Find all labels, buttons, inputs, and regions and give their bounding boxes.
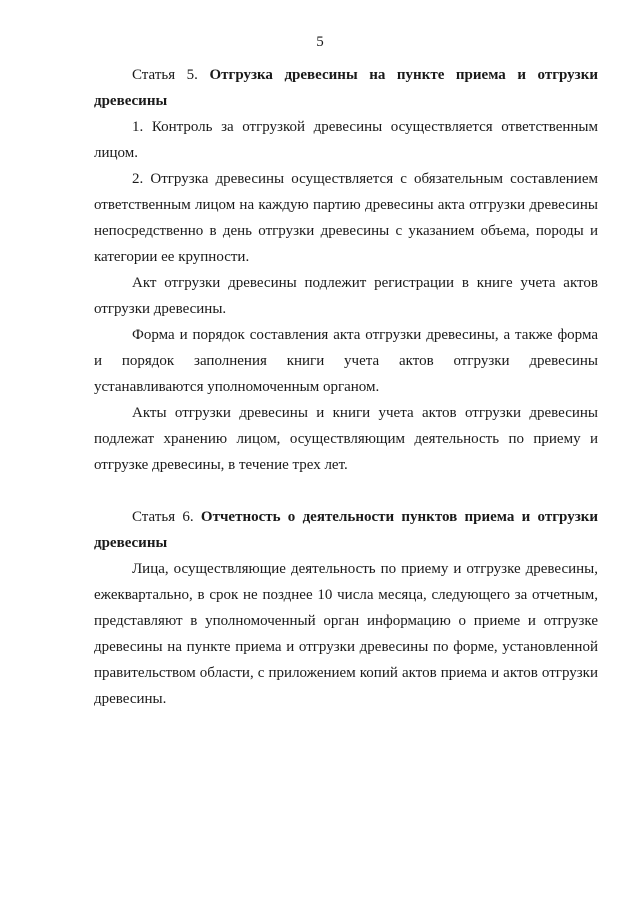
- article-label: Статья 5.: [132, 67, 198, 83]
- article-title: Отчетность о деятельности пунктов приема и отгрузки древесины: [94, 509, 599, 551]
- article-paragraph: 2. Отгрузка древесины осуществляется с обязательным составлением ответственным лицом на каждую партию древесины акта отгрузки древесины непосредственно в день отгрузки древесины с указанием объема, породы и категории ее крупности.: [94, 171, 598, 265]
- article-heading: [94, 62, 598, 114]
- article-paragraph: Акты отгрузки древесины и книги учета актов отгрузки древесины подлежат хранению лицом, осуществляющим деятельность по приему и отгрузке древесины, в течение трех лет.: [94, 405, 598, 473]
- page-number: 5: [316, 34, 324, 50]
- article-paragraph: Форма и порядок составления акта отгрузки древесины, а также форма и порядок заполнения книги учета актов отгрузки древесины устанавливаются уполномоченным органом.: [94, 327, 598, 395]
- article-paragraph: Акт отгрузки древесины подлежит регистрации в книге учета актов отгрузки древесины.: [94, 275, 598, 317]
- article-heading: [94, 504, 598, 556]
- article-paragraph: 1. Контроль за отгрузкой древесины осуществляется ответственным лицом.: [94, 119, 598, 161]
- document-body: [94, 62, 598, 712]
- article-6: [94, 504, 598, 712]
- article-label: Статья 6.: [132, 509, 194, 525]
- article-paragraph: Лица, осуществляющие деятельность по приему и отгрузке древесины, ежеквартально, в срок не позднее 10 числа месяца, следующего за отчетным, представляют в уполномоченный орган информацию о приеме и отгрузке древесины на пункте приема и отгрузки древесины по форме, установленной правительством области, с приложением копий актов приема и актов отгрузки древесины.: [94, 561, 598, 707]
- article-5: [94, 62, 598, 478]
- article-title: Отгрузка древесины на пункте приема и отгрузки древесины: [94, 67, 598, 109]
